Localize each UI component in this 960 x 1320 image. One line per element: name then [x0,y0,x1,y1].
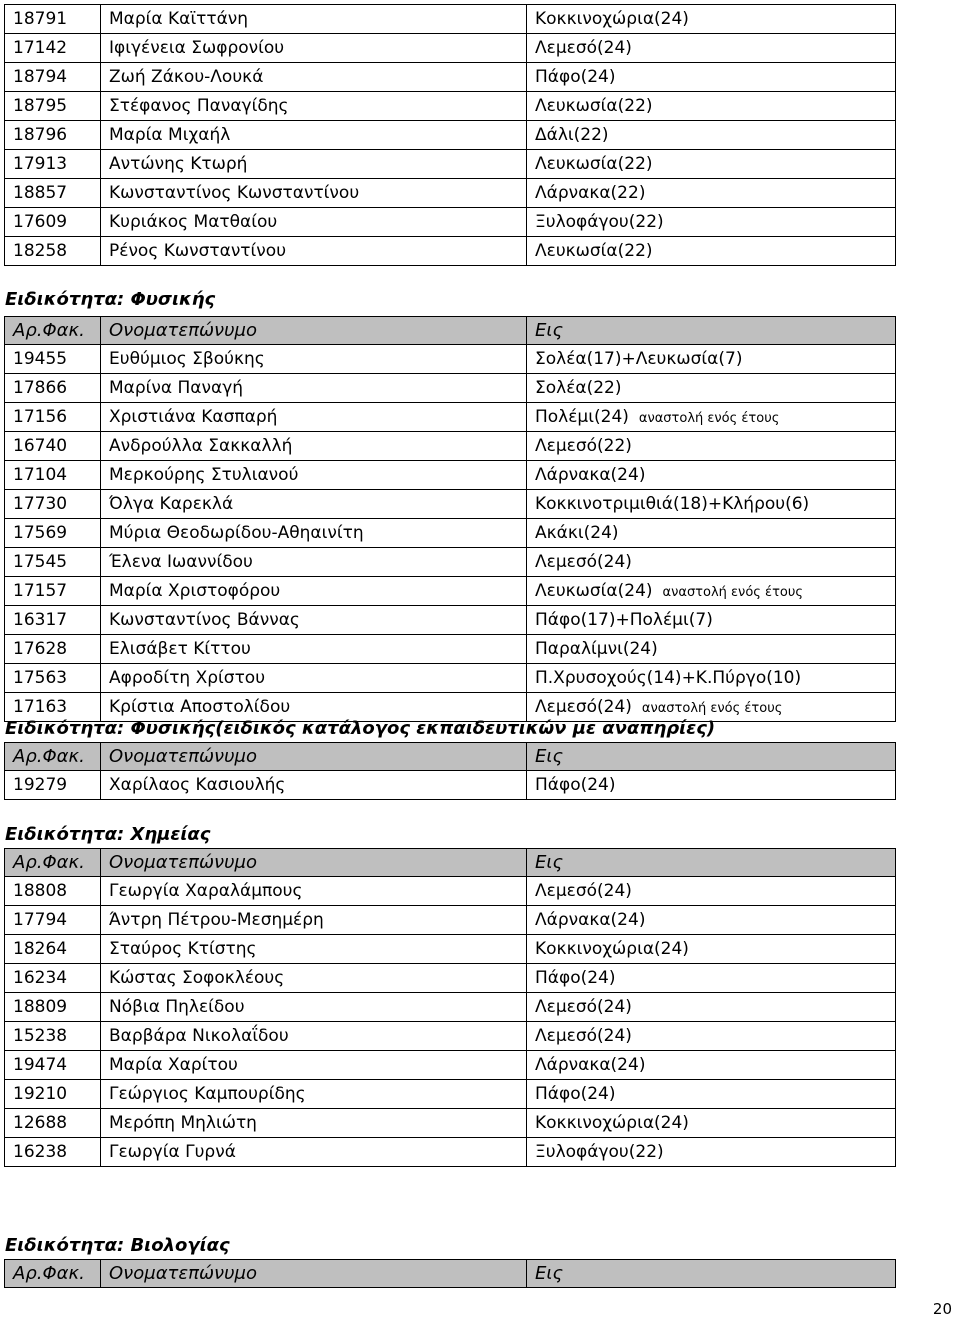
table-row [5,877,896,906]
destination-text: Ακάκι(24) [535,523,619,543]
table-row [5,964,896,993]
destination-text: Λεμεσό(24) [535,1026,632,1046]
table-header-row [5,849,896,877]
full-name-cell: Σταύρος Κτίστης [101,935,527,964]
file-number-cell: 18857 [5,179,101,208]
destination-text: Λεμεσό(22) [535,436,632,456]
staff-table [4,742,896,800]
header-destination: Εις [527,1260,896,1288]
table-row [5,1051,896,1080]
file-number-cell: 19455 [5,345,101,374]
destination-cell [527,606,896,635]
destination-cell [527,577,896,606]
destination-cell [527,771,896,800]
file-number-cell: 16317 [5,606,101,635]
table-row [5,906,896,935]
file-number-cell: 18808 [5,877,101,906]
destination-cell [527,1080,896,1109]
full-name-cell: Ζωή Ζάκου-Λουκά [101,63,527,92]
destination-cell [527,877,896,906]
destination-cell [527,63,896,92]
destination-text: Ξυλοφάγου(22) [535,1142,664,1162]
destination-text: Λάρνακα(24) [535,910,646,930]
full-name-cell: Χριστιάνα Κασπαρή [101,403,527,432]
destination-cell [527,403,896,432]
table-row [5,121,896,150]
file-number-cell: 16234 [5,964,101,993]
destination-cell [527,1109,896,1138]
staff-table [4,848,896,1167]
table-row [5,1080,896,1109]
destination-cell [527,1138,896,1167]
full-name-cell: Ευθύμιος Σβούκης [101,345,527,374]
file-number-cell: 18264 [5,935,101,964]
destination-cell [527,519,896,548]
header-full-name: Ονοματεπώνυμο [101,1260,527,1288]
full-name-cell: Ρένος Κωνσταντίνου [101,237,527,266]
suspension-note: αναστολή ενός έτους [641,701,783,716]
full-name-cell: Μαρίνα Παναγή [101,374,527,403]
suspension-note: αναστολή ενός έτους [638,411,780,426]
destination-cell [527,92,896,121]
file-number-cell: 17563 [5,664,101,693]
destination-text: Λάρνακα(24) [535,1055,646,1075]
full-name-cell: Μερκούρης Στυλιανού [101,461,527,490]
destination-cell [527,5,896,34]
header-full-name: Ονοματεπώνυμο [101,317,527,345]
header-file-number: Αρ.Φακ. [5,849,101,877]
table-row [5,374,896,403]
destination-text: Σολέα(22) [535,378,622,398]
destination-cell [527,490,896,519]
header-file-number: Αρ.Φακ. [5,743,101,771]
table-row [5,1109,896,1138]
full-name-cell: Μερόπη Μηλιώτη [101,1109,527,1138]
table-row [5,664,896,693]
full-name-cell: Μαρία Χριστοφόρου [101,577,527,606]
destination-text: Κοκκινοχώρια(24) [535,9,689,29]
file-number-cell: 17569 [5,519,101,548]
destination-text: Λευκωσία(22) [535,241,653,261]
table-row [5,577,896,606]
full-name-cell: Ιφιγένεια Σωφρονίου [101,34,527,63]
full-name-cell: Κυριάκος Ματθαίου [101,208,527,237]
destination-text: Λεμεσό(24) [535,697,632,717]
full-name-cell: Μαρία Χαρίτου [101,1051,527,1080]
destination-cell [527,432,896,461]
section-heading: Ειδικότητα: Φυσικής [5,289,216,310]
file-number-cell: 17104 [5,461,101,490]
file-number-cell: 18809 [5,993,101,1022]
section-heading: Ειδικότητα: Φυσικής(ειδικός κατάλογος εκπαιδευτικών με αναπηρίες) [5,718,716,739]
full-name-cell: Χαρίλαος Κασιουλής [101,771,527,800]
file-number-cell: 19279 [5,771,101,800]
file-number-cell: 15238 [5,1022,101,1051]
destination-text: Π.Χρυσοχούς(14)+Κ.Πύργο(10) [535,668,802,688]
full-name-cell: Όλγα Καρεκλά [101,490,527,519]
table-row [5,606,896,635]
table-row [5,208,896,237]
destination-text: Λεμεσό(24) [535,552,632,572]
file-number-cell: 17794 [5,906,101,935]
full-name-cell: Μύρια Θεοδωρίδου-Αθηαινίτη [101,519,527,548]
destination-cell [527,906,896,935]
file-number-cell: 17628 [5,635,101,664]
file-number-cell: 18791 [5,5,101,34]
destination-cell [527,664,896,693]
destination-cell [527,1022,896,1051]
table-row [5,403,896,432]
destination-text: Λεμεσό(24) [535,997,632,1017]
destination-text: Λεμεσό(24) [535,38,632,58]
table-row [5,150,896,179]
destination-cell [527,179,896,208]
table-row [5,548,896,577]
table-row [5,63,896,92]
file-number-cell: 18796 [5,121,101,150]
full-name-cell: Μαρία Καϊττάνη [101,5,527,34]
table-row [5,461,896,490]
table-row [5,92,896,121]
destination-text: Ξυλοφάγου(22) [535,212,664,232]
header-destination: Εις [527,849,896,877]
header-destination: Εις [527,743,896,771]
section-heading: Ειδικότητα: Χημείας [5,824,211,845]
staff-table [4,1259,896,1288]
destination-text: Πολέμι(24) [535,407,629,427]
destination-text: Κοκκινοχώρια(24) [535,939,689,959]
header-file-number: Αρ.Φακ. [5,317,101,345]
destination-text: Παραλίμνι(24) [535,639,658,659]
file-number-cell: 17545 [5,548,101,577]
destination-cell [527,121,896,150]
destination-text: Πάφο(24) [535,67,616,87]
full-name-cell: Γεωργία Γυρνά [101,1138,527,1167]
full-name-cell: Ανδρούλλα Σακκαλλή [101,432,527,461]
destination-text: Δάλι(22) [535,125,609,145]
table-row [5,1138,896,1167]
destination-cell [527,1051,896,1080]
table-header-row [5,743,896,771]
destination-cell [527,548,896,577]
full-name-cell: Νόβια Πηλείδου [101,993,527,1022]
header-full-name: Ονοματεπώνυμο [101,743,527,771]
full-name-cell: Αφροδίτη Χρίστου [101,664,527,693]
full-name-cell: Κώστας Σοφοκλέους [101,964,527,993]
destination-cell [527,345,896,374]
table-row [5,34,896,63]
file-number-cell: 17142 [5,34,101,63]
destination-cell [527,935,896,964]
file-number-cell: 18795 [5,92,101,121]
table-row [5,993,896,1022]
table-header-row [5,1260,896,1288]
page-number: 20 [932,1300,952,1318]
table-row [5,935,896,964]
file-number-cell: 17157 [5,577,101,606]
table-row [5,519,896,548]
destination-text: Λάρνακα(22) [535,183,646,203]
destination-text: Πάφο(24) [535,1084,616,1104]
full-name-cell: Άντρη Πέτρου-Μεσημέρη [101,906,527,935]
table-row [5,771,896,800]
file-number-cell: 17866 [5,374,101,403]
destination-cell [527,374,896,403]
destination-text: Πάφο(24) [535,775,616,795]
file-number-cell: 17163 [5,693,101,722]
header-destination: Εις [527,317,896,345]
staff-table [4,4,896,266]
destination-cell [527,635,896,664]
file-number-cell: 12688 [5,1109,101,1138]
full-name-cell: Έλενα Ιωαννίδου [101,548,527,577]
destination-text: Πάφο(24) [535,968,616,988]
header-full-name: Ονοματεπώνυμο [101,849,527,877]
destination-text: Λεμεσό(24) [535,881,632,901]
destination-cell [527,150,896,179]
destination-text: Λευκωσία(24) [535,581,653,601]
destination-text: Πάφο(17)+Πολέμι(7) [535,610,713,630]
file-number-cell: 18258 [5,237,101,266]
destination-text: Λάρνακα(24) [535,465,646,485]
full-name-cell: Κωνσταντίνος Βάννας [101,606,527,635]
destination-text: Λευκωσία(22) [535,96,653,116]
table-row [5,1022,896,1051]
destination-text: Λευκωσία(22) [535,154,653,174]
destination-cell [527,461,896,490]
full-name-cell: Κρίστια Αποστολίδου [101,693,527,722]
file-number-cell: 17156 [5,403,101,432]
table-row [5,432,896,461]
file-number-cell: 16740 [5,432,101,461]
destination-cell [527,237,896,266]
file-number-cell: 17609 [5,208,101,237]
file-number-cell: 17730 [5,490,101,519]
file-number-cell: 16238 [5,1138,101,1167]
suspension-note: αναστολή ενός έτους [662,585,803,600]
table-header-row [5,317,896,345]
file-number-cell: 18794 [5,63,101,92]
section-heading: Ειδικότητα: Βιολογίας [5,1235,230,1256]
table-row [5,635,896,664]
file-number-cell: 17913 [5,150,101,179]
full-name-cell: Αντώνης Κτωρή [101,150,527,179]
header-file-number: Αρ.Φακ. [5,1260,101,1288]
full-name-cell: Γεώργιος Καμπουρίδης [101,1080,527,1109]
full-name-cell: Στέφανος Παναγίδης [101,92,527,121]
table-row [5,345,896,374]
file-number-cell: 19210 [5,1080,101,1109]
staff-table [4,316,896,722]
table-row [5,179,896,208]
full-name-cell: Κωνσταντίνος Κωνσταντίνου [101,179,527,208]
table-row [5,237,896,266]
destination-text: Σολέα(17)+Λευκωσία(7) [535,349,743,369]
full-name-cell: Ελισάβετ Κίττου [101,635,527,664]
destination-cell [527,993,896,1022]
full-name-cell: Μαρία Μιχαήλ [101,121,527,150]
destination-cell [527,34,896,63]
table-row [5,490,896,519]
destination-text: Κοκκινοχώρια(24) [535,1113,689,1133]
destination-cell [527,208,896,237]
table-row [5,5,896,34]
full-name-cell: Γεωργία Χαραλάμπους [101,877,527,906]
destination-text: Κοκκινοτριμιθιά(18)+Κλήρου(6) [535,494,810,514]
full-name-cell: Βαρβάρα Νικολαΐδου [101,1022,527,1051]
destination-cell [527,964,896,993]
file-number-cell: 19474 [5,1051,101,1080]
